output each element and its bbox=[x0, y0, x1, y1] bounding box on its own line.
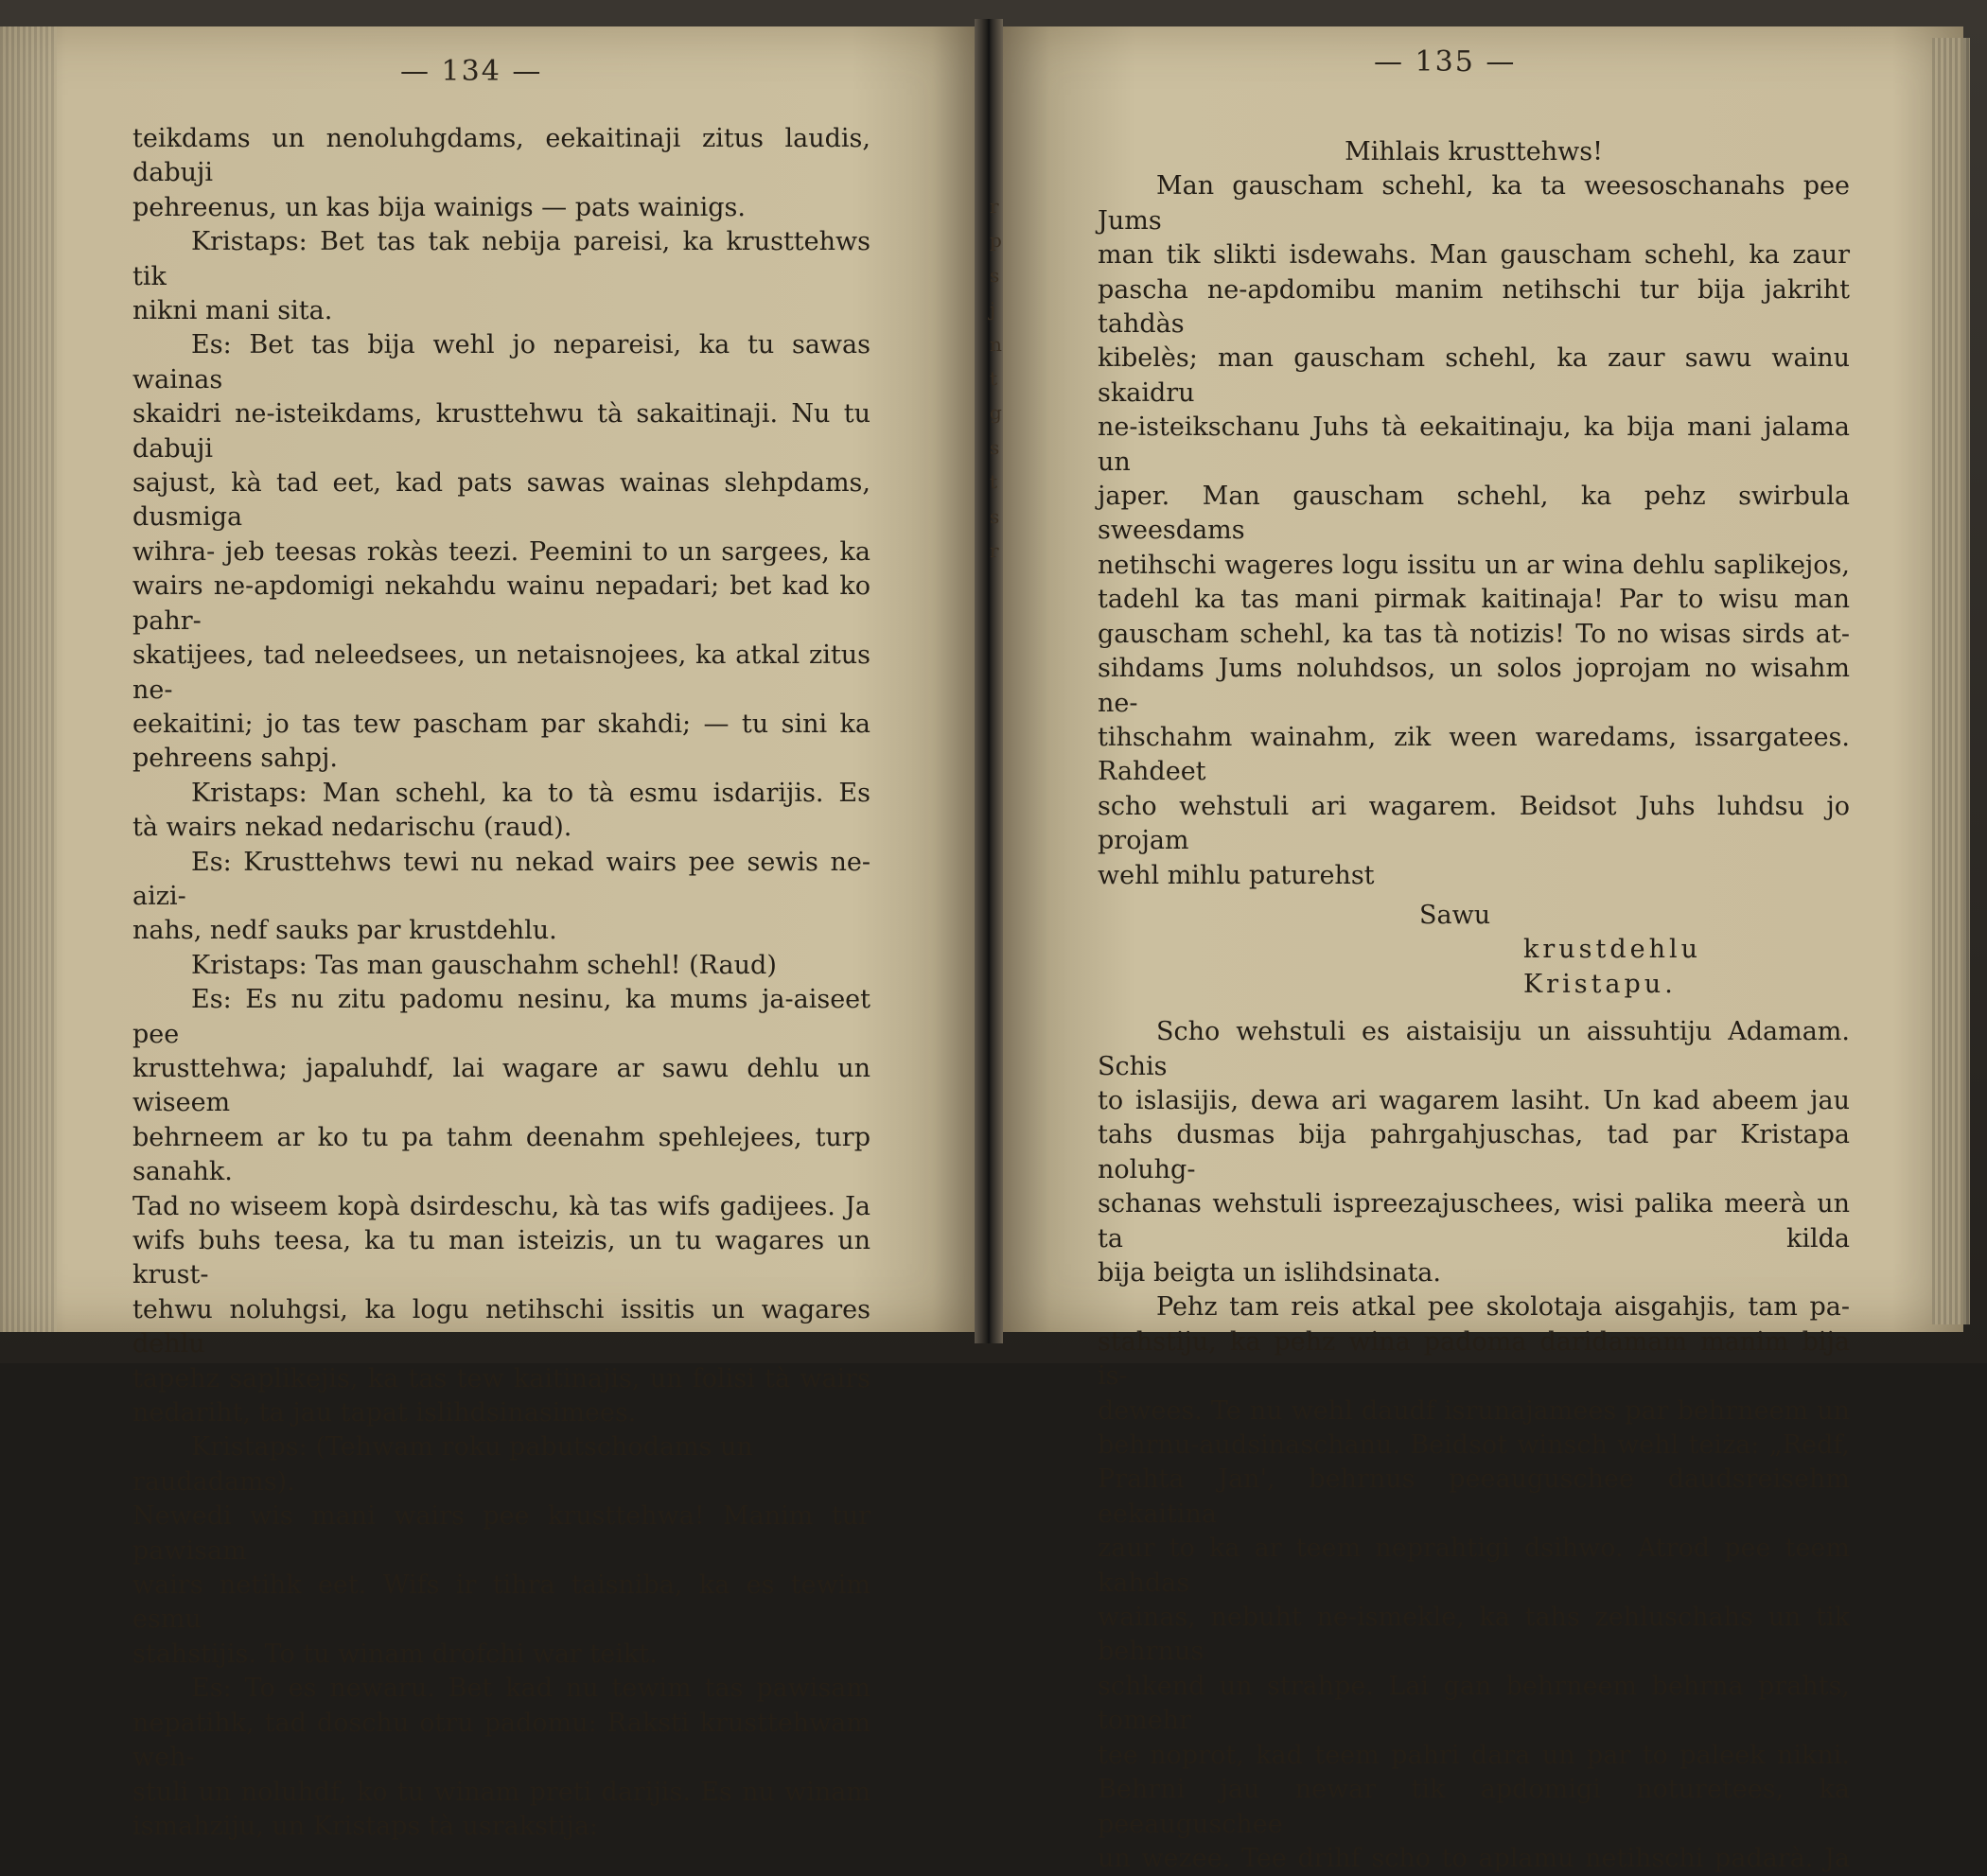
text-line: Kristaps: Man schehl, ka to tà esmu isdarijis. Es bbox=[191, 778, 870, 808]
text-line: Es: To es newaru. Bet kad nu tewim tas pawisam bbox=[191, 1674, 870, 1704]
letter-line: gauscham schehl, ka tas tà notizis! To no wisas sirds at- bbox=[1098, 619, 1850, 649]
text-line: stuli un noluhdf, ko tu winam preti darijis. Es nu winam bbox=[132, 1777, 870, 1807]
margin-fragment: s bbox=[990, 263, 1000, 287]
margin-fragment: t bbox=[990, 367, 998, 391]
letter-line: pascha ne-apdomibu manim netihschi tur bija jakriht tahdàs bbox=[1098, 274, 1850, 340]
margin-fragment: p bbox=[990, 229, 1002, 253]
text-line: Kristaps: Bet tas tak nebija pareisi, ka krusttehws tik bbox=[132, 227, 870, 291]
text-line: schkend un strahpe. Lai gan behrneem behrna prahts, tomehr bbox=[1098, 1671, 1850, 1736]
text-line: Scho wehstuli es aistaisiju un aissuhtiju Adamam. Schis bbox=[1098, 1017, 1850, 1081]
page-number-right: — 135 — bbox=[1374, 45, 1517, 79]
margin-fragment: s bbox=[990, 504, 1000, 528]
margin-fragment: r bbox=[990, 539, 999, 563]
margin-fragment: g bbox=[990, 401, 1002, 425]
letter-line: ne-isteikschanu Juhs tà eekaitinaju, ka bija mani jalama un bbox=[1098, 412, 1850, 477]
text-line: Kristaps: Tas man gauschahm schehl! (Raud) bbox=[191, 950, 777, 980]
letter-line: scho wehstuli ari wagarem. Beidsot Juhs luhdsu jo projam bbox=[1098, 791, 1850, 856]
signature-line-1: Sawu bbox=[1419, 900, 1491, 930]
right-page-edge bbox=[1932, 38, 1970, 1324]
letter-line: man tik slikti isdewahs. Man gauscham schehl, ka zaur bbox=[1098, 240, 1850, 271]
letter-line: kibelès; man gauscham schehl, ka zaur sawu wainu skaidru bbox=[1098, 343, 1850, 408]
text-line: Tad no wiseem kopà dsirdeschu, kà tas wifs gadijees. Ja bbox=[132, 1191, 870, 1221]
text-line: Behrni jau newar tik apdomigi noturetees, ka peeauguschee bbox=[1098, 1775, 1850, 1839]
text-line: eekaitini; jo tas tew pascham par skahdi; — tu sini ka bbox=[132, 709, 870, 739]
text-line: un wezee. Tee drihf scho to aplamu netihschi padarà. Ja bbox=[1098, 1843, 1850, 1873]
text-line: Kristaps: (Tehwam roku pabutschodams un raudadams). bbox=[132, 1432, 753, 1497]
text-line: tahs dusmas bija pahrgahjuschas, tad par Kristapa noluhg- bbox=[1098, 1120, 1850, 1184]
right-page bbox=[1003, 26, 1963, 1873]
text-line: Prahta Jan', behrnus peeauguschee daudsreisehm eekaitina bbox=[1098, 1464, 1850, 1529]
text-line: wihra- jeb teesas rokàs teezi. Peemini to un sargees, ka bbox=[132, 536, 870, 567]
text-line: nedariht, ta jau tapat islihdsinasimees. bbox=[132, 1398, 637, 1429]
text-line: Pehz tam reis atkal pee skolotaja aisgahjis, tam pa- bbox=[1156, 1292, 1850, 1323]
text-line: Es: Es nu zitu padomu nesinu, ka mums ja-aiseet pee bbox=[132, 985, 870, 1049]
letter-line: tadehl ka tas mani pirmak kaitinaja! Par to wisu man bbox=[1098, 585, 1850, 615]
text-line: nikni mani sita. bbox=[132, 296, 333, 326]
margin-fragment: n bbox=[990, 332, 1002, 356]
letter-line: netihschi wageres logu issitu un ar wina dehlu saplikejos, bbox=[1098, 550, 1850, 580]
text-line: sajust, kà tad eet, kad pats sawas wainas slehpdams, dusmiga bbox=[132, 468, 870, 533]
text-line: Newedi wis mani wairs pee krusttehwa! Manim tur pawisam bbox=[132, 1501, 870, 1566]
text-line: ismahziju, un Kristaps tà usrakstija: bbox=[132, 1811, 599, 1841]
text-line: teikdams un nenoluhgdams, eekaitinaji zitus laudis, dabuji bbox=[132, 124, 870, 188]
letter-line: wehl mihlu paturehst bbox=[1098, 860, 1375, 890]
text-line: tee noprot, kad teem pahri dara un par to paleek nikni. bbox=[1098, 1740, 1850, 1770]
text-line: tà wairs nekad nedarischu (raud). bbox=[132, 813, 572, 843]
letter-line: sihdams Jums noluhdsos, un solos joprojam no wisahm ne- bbox=[1098, 654, 1850, 718]
left-page bbox=[0, 26, 975, 1841]
left-page-edge bbox=[0, 26, 57, 1332]
text-line: tehwu noluhgsi, ka logu netihschi issitis un wagares dehlu bbox=[132, 1294, 870, 1359]
letter-line: japer. Man gauscham schehl, ka pehz swirbula sweesdams bbox=[1098, 482, 1850, 546]
letter-line: Man gauscham schehl, ka ta weesoschanahs pee Jums bbox=[1098, 171, 1850, 236]
text-line: wainas, nebuht ne-ismekle, ka tahs zehluschahs un tik behrnus bbox=[1098, 1603, 1850, 1667]
text-line: wairs ne-apdomigi nekahdu wainu nepadari; bet kad ko pahr- bbox=[132, 571, 870, 636]
text-line: skatijees, tad neleedsees, un netaisnojees, ka atkal zitus ne- bbox=[132, 640, 870, 705]
text-line: wifs buhs teesa, ka tu man isteizis, un tu wagares un krust- bbox=[132, 1226, 870, 1290]
margin-fragment: s bbox=[990, 435, 1000, 459]
text-line: skaidri ne-isteikdams, krusttehwu tà sakaitinaji. Nu tu dabuji bbox=[132, 399, 870, 464]
left-page-text bbox=[132, 122, 870, 1844]
letter-salutation: Mihlais krusttehws! bbox=[1345, 137, 1603, 167]
text-line: Es: Krusttehws tewi nu nekad wairs pee sewis ne-aizi- bbox=[132, 847, 870, 911]
text-line: stahstijis. To tu winam drofchi war teikt. bbox=[132, 1639, 658, 1669]
text-line: pehreens sahpj. bbox=[132, 744, 338, 774]
text-line: tapehz saplikejis, ka tas tew kaitinajis, un folisi tà wairs bbox=[132, 1363, 870, 1394]
margin-fragment: t bbox=[990, 470, 998, 494]
margin-fragments bbox=[990, 189, 1003, 568]
page-number-left: — 134 — bbox=[400, 55, 543, 88]
text-line: stahstiju, ka pehz wina padoma daridamam manim bija is- bbox=[1098, 1326, 1850, 1392]
text-line: behrneem ar ko tu pa tahm deenahm spehlejees, turp sanahk. bbox=[132, 1122, 870, 1187]
signature-line-2: krustdehlu Kristapu. bbox=[1523, 935, 1702, 999]
text-line: krusttehwa; japaluhdf, lai wagare ar sawu dehlu un wiseem bbox=[132, 1053, 870, 1118]
letter-line: tihschahm wainahm, zik ween waredams, issargatees. Rahdeet bbox=[1098, 722, 1850, 787]
text-line: pehreenus, un kas bija wainigs — pats wainigs. bbox=[132, 192, 746, 222]
text-line: bija beigta un islihdsinata. bbox=[1098, 1258, 1441, 1288]
text-line: wairs netihk eet. Wifs ir tihra taisniba, ka es tewim esmu bbox=[132, 1570, 870, 1635]
text-line: behrnu-audsinaschanu. Beidsot winsch wehl teiza: „Redf, bbox=[1098, 1430, 1850, 1461]
text-line: dewees. Te nu wehl daudf isrunajamees par behrneem un bbox=[1098, 1395, 1850, 1426]
text-line: nepatihk, tad doschu otru padomu: Raksti krusttehwam weh- bbox=[132, 1708, 870, 1773]
margin-fragment: r bbox=[990, 195, 999, 218]
text-line: to islasijis, dewa ari wagarem lasiht. Un kad abeem jau bbox=[1098, 1085, 1850, 1115]
right-page-text bbox=[1098, 135, 1850, 1876]
text-line: zaur to ka ar teem neprahtigi dsihwo. Atrod pee teem kahdas bbox=[1098, 1534, 1850, 1598]
text-line: schanas wehstuli ispreezajuschees, wisi palika meerà un ta kilda bbox=[1098, 1189, 1850, 1254]
margin-fragment: j bbox=[990, 298, 996, 322]
text-line: nahs, nedf sauks par krustdehlu. bbox=[132, 916, 557, 946]
text-line: Es: Bet tas bija wehl jo nepareisi, ka tu sawas wainas bbox=[132, 330, 870, 394]
